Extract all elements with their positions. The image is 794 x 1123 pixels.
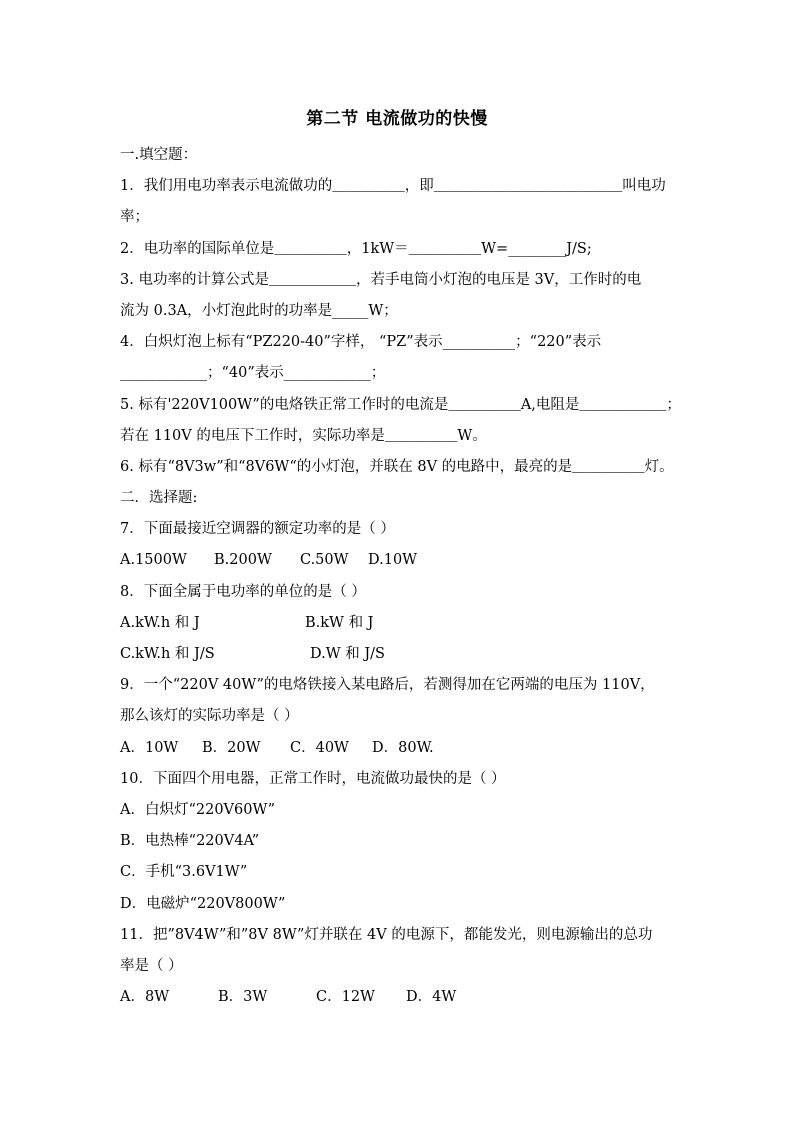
question-5-line-1: 5. 标有'220V100W”的电烙铁正常工作时的电流是＿＿＿＿＿A,电阻是＿＿＿＿＿＿； — [120, 396, 681, 413]
question-8-options-row-1 — [120, 608, 680, 639]
question-9-line-1: 9．一个“220V 40W”的电烙铁接入某电路后，若测得加在它两端的电压为 110V， — [120, 677, 655, 694]
question-11-line-2: 率是（ ） — [120, 957, 183, 974]
question-6: 6. 标有“8V3w”和“8V6W“的小灯泡，并联在 8V 的电路中，最亮的是＿＿＿＿＿灯。 — [120, 458, 674, 475]
option-a: A.1500W — [120, 552, 187, 569]
question-10-option-a: A．白炽灯“220V60W” — [120, 801, 276, 818]
option-c: C．12W — [316, 989, 375, 1006]
option-b: B．20W — [202, 739, 261, 756]
question-2: 2．电功率的国际单位是＿＿＿＿＿，1kW＝＿＿＿＿＿W=________J/S; — [120, 240, 592, 257]
question-10: 10．下面四个用电器，正常工作时，电流做功最快的是（ ） — [120, 770, 506, 787]
option-a: A.kW.h 和 J — [120, 614, 200, 631]
option-d: D.W 和 J/S — [310, 646, 385, 662]
question-11-options — [120, 982, 680, 1013]
question-4-line-1: 4．白炽灯泡上标有“PZ220-40”字样， “PZ”表示__________；“220”表示 — [120, 334, 602, 351]
question-8-options-row-2 — [120, 639, 680, 670]
question-4-line-2: ____________；“40”表示____________； — [120, 365, 386, 382]
section-heading-choice: 二．选择题: — [120, 490, 198, 507]
question-7: 7．下面最接近空调器的额定功率的是（ ） — [120, 521, 395, 538]
page-title: 第二节 电流做功的快慢 — [306, 109, 488, 129]
question-8: 8．下面全属于电功率的单位的是（ ） — [120, 583, 366, 600]
question-3-line-2: 流为 0.3A，小灯泡此时的功率是_____W； — [120, 302, 398, 319]
section-heading-fill-in: 一.填空题： — [120, 147, 198, 163]
question-10-option-b: B．电热棒“220V4A” — [120, 833, 260, 850]
option-c: C．40W — [290, 739, 349, 756]
option-b: B.kW 和 J — [305, 614, 374, 631]
option-d: D．4W — [406, 989, 457, 1006]
option-d: D.10W — [368, 552, 418, 569]
question-9-options — [120, 733, 680, 764]
option-a: A．8W — [120, 989, 170, 1006]
option-c: C.50W — [300, 552, 349, 569]
option-d: D．80W. — [372, 739, 434, 756]
question-5-line-2: 若在 110V 的电压下工作时，实际功率是＿＿＿＿＿W。 — [120, 427, 487, 444]
option-a: A．10W — [120, 739, 179, 756]
option-b: B．3W — [218, 989, 268, 1006]
question-1-line-1: 1．我们用电功率表示电流做功的＿＿＿＿＿，即＿＿＿＿＿＿＿＿＿＿＿＿＿叫电功 — [120, 178, 666, 195]
question-3-line-1: 3. 电功率的计算公式是＿＿＿＿＿＿，若手电筒小灯泡的电压是 3V，工作时的电 — [120, 271, 642, 288]
question-7-options — [120, 545, 680, 576]
document-body — [120, 140, 680, 1013]
question-1-line-2: 率； — [120, 209, 149, 226]
question-10-option-d: D．电磁炉“220V800W” — [120, 895, 286, 912]
question-9-line-2: 那么该灯的实际功率是（ ） — [120, 708, 299, 725]
question-11-line-1: 11．把”8V4W”和”8V 8W”灯并联在 4V 的电源下，都能发光，则电源输出的总功 — [120, 926, 653, 943]
option-c: C.kW.h 和 J/S — [120, 646, 215, 662]
question-10-option-c: C．手机“3.6V1W” — [120, 864, 248, 881]
option-b: B.200W — [214, 552, 272, 569]
